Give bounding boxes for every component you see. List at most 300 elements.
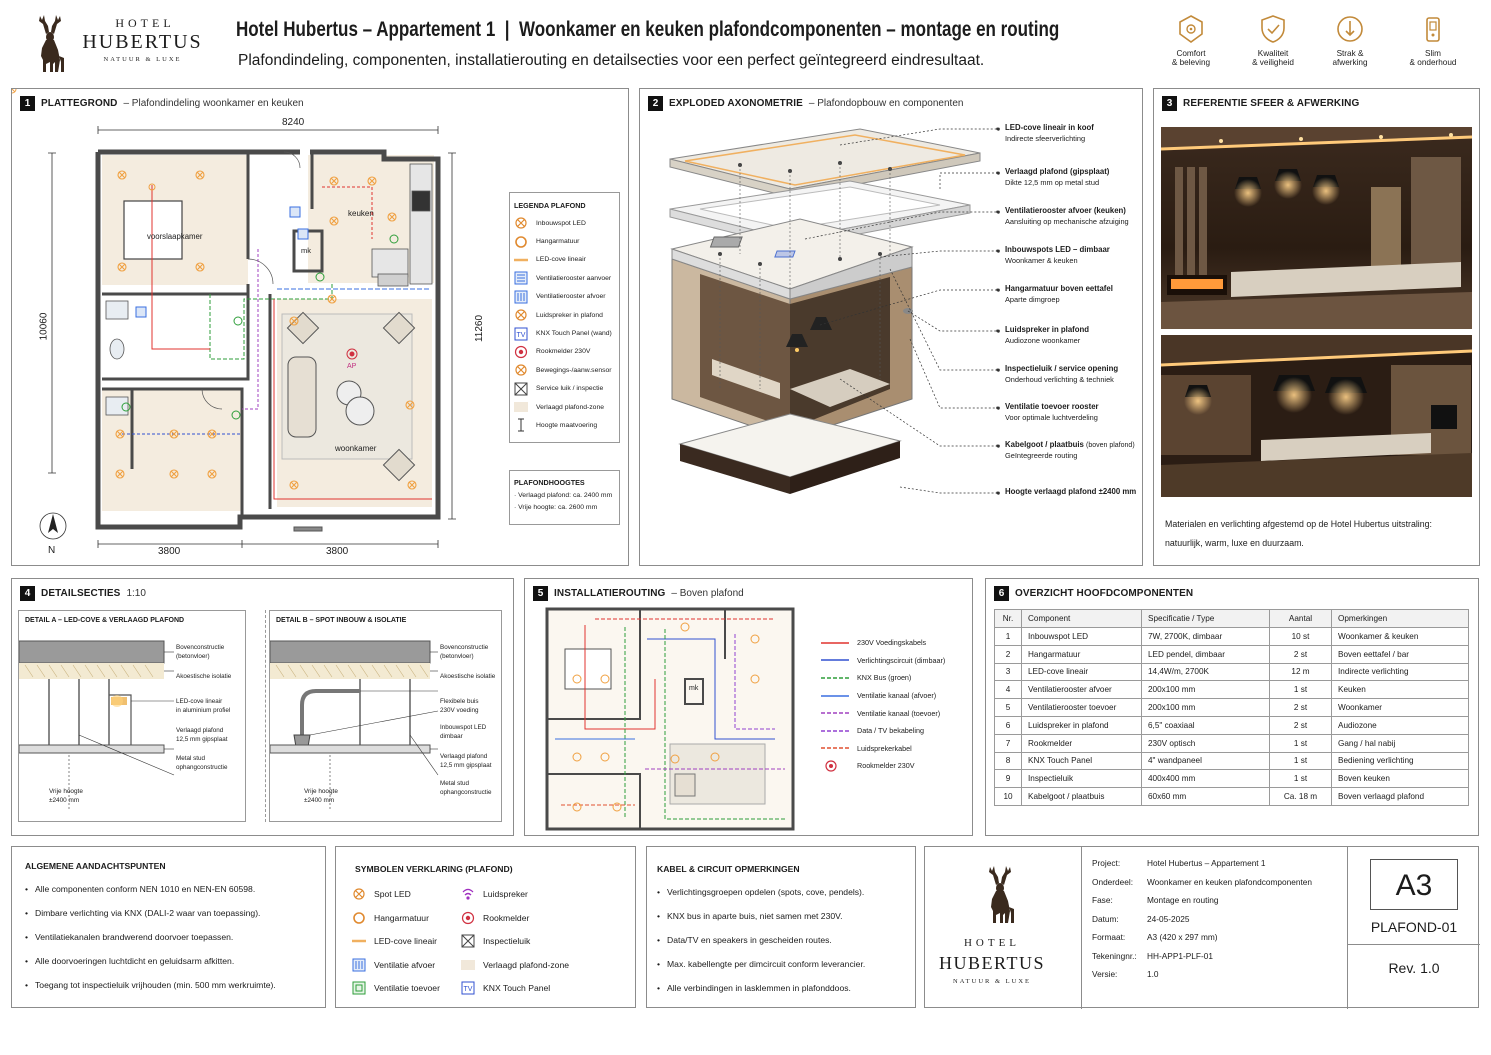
table-cell: Boven verlaagd plafond bbox=[1332, 788, 1469, 806]
table-cell: Ca. 18 m bbox=[1270, 788, 1332, 806]
finish-icon bbox=[1336, 14, 1364, 44]
detail-label-line: Akoestische isolatie bbox=[440, 673, 496, 680]
components-table bbox=[994, 609, 1469, 806]
symbol-item bbox=[461, 887, 528, 901]
table-cell: LED pendel, dimbaar bbox=[1142, 645, 1270, 663]
table-row bbox=[995, 663, 1469, 681]
legend-label: Rookmelder 230V bbox=[536, 348, 591, 356]
line-swatch bbox=[821, 725, 849, 737]
dim-right: 11260 bbox=[474, 314, 486, 343]
field-key: Tekeningnr.: bbox=[1092, 950, 1137, 961]
table-cell: 6,5" coaxiaal bbox=[1142, 716, 1270, 734]
line-swatch bbox=[821, 654, 849, 666]
line-swatch bbox=[821, 637, 849, 649]
panel-header bbox=[994, 586, 1193, 601]
legend-item bbox=[514, 269, 615, 287]
panel-subtitle: – Plafondopbouw en componenten bbox=[808, 98, 964, 109]
header bbox=[0, 0, 1491, 86]
symbol-label: LED-cove lineair bbox=[374, 936, 438, 946]
brand-name: HUBERTUS bbox=[82, 31, 203, 53]
callout-title bbox=[1005, 440, 1143, 449]
detail-label bbox=[176, 726, 227, 744]
table-cell: Ventilatierooster afvoer bbox=[1022, 681, 1142, 699]
panel-components bbox=[985, 578, 1479, 836]
legend-label: Service luik / inspectie bbox=[536, 385, 604, 393]
brand-top: HOTEL bbox=[115, 16, 175, 30]
legend-label: Hangarmatuur bbox=[536, 238, 580, 246]
legend-item bbox=[514, 214, 615, 232]
maintenance-icon bbox=[1419, 14, 1447, 44]
callout-title-note: (boven plafond) bbox=[1086, 442, 1135, 449]
list-item: • KNX bus in aparte buis, niet samen met 230V. bbox=[657, 911, 865, 921]
led-cove-icon bbox=[352, 934, 366, 948]
symbol-label: Ventilatie toevoer bbox=[374, 983, 440, 993]
list-item: • Toegang tot inspectieluik vrijhouden (min. 500 mm werkruimte). bbox=[25, 980, 276, 990]
panel-subtitle: – Plafondindeling woonkamer en keuken bbox=[123, 98, 304, 109]
callout-subtitle: Voor optimale luchtverdeling bbox=[1005, 413, 1098, 422]
table-cell: 6 bbox=[995, 716, 1022, 734]
table-cell: 200x100 mm bbox=[1142, 681, 1270, 699]
callout-title bbox=[1005, 325, 1143, 334]
header-icon-line2: & onderhoud bbox=[1409, 58, 1457, 67]
field-value: Hotel Hubertus – Appartement 1 bbox=[1147, 858, 1266, 868]
legend-item bbox=[514, 398, 615, 416]
leader-dot bbox=[997, 289, 1000, 292]
table-cell: 1 st bbox=[1270, 752, 1332, 770]
vent-grille bbox=[710, 237, 742, 247]
leader-dot bbox=[997, 369, 1000, 372]
legend-label: Luidspreker in plafond bbox=[536, 311, 603, 319]
callout bbox=[1005, 123, 1143, 143]
routing-legend-label: Luidsprekerkabel bbox=[857, 743, 912, 753]
table-cell: Hangarmatuur bbox=[1022, 645, 1142, 663]
table-cell: 1 st bbox=[1270, 681, 1332, 699]
field-value: Montage en routing bbox=[1147, 895, 1219, 905]
line-swatch bbox=[821, 742, 849, 754]
symbol-label: Spot LED bbox=[374, 889, 411, 899]
table-cell: Inspectieluik bbox=[1022, 770, 1142, 788]
dim-bottom-right: 3800 bbox=[326, 546, 349, 557]
leader-line bbox=[940, 173, 998, 189]
detail-label-line: in aluminium profiel bbox=[176, 707, 231, 714]
detail-a bbox=[18, 610, 246, 822]
table-row bbox=[995, 645, 1469, 663]
table-cell: Gang / hal nabij bbox=[1332, 734, 1469, 752]
lowered-zone-icon bbox=[461, 958, 475, 972]
callout-title-text: Inspectieluik / service opening bbox=[1005, 364, 1119, 373]
heights-box bbox=[509, 470, 620, 525]
heights-title: PLAFONDHOOGTES bbox=[514, 478, 585, 487]
table-cell: Woonkamer & keuken bbox=[1332, 628, 1469, 646]
leader-dot bbox=[997, 211, 1000, 214]
panel-title: DETAILSECTIES bbox=[41, 588, 121, 599]
detail-label-line: (betonvloer) bbox=[440, 653, 474, 660]
legend-item bbox=[514, 251, 615, 269]
room-label-mk: mk bbox=[301, 246, 311, 255]
room-label-living: woonkamer bbox=[335, 444, 377, 453]
table-cell: 1 st bbox=[1270, 734, 1332, 752]
field-key: Datum: bbox=[1092, 913, 1119, 924]
routing-legend-label: KNX Bus (groen) bbox=[857, 673, 912, 683]
panel-symbols bbox=[335, 846, 636, 1008]
symbol-label: KNX Touch Panel bbox=[483, 983, 551, 993]
revision: Rev. 1.0 bbox=[1388, 960, 1440, 976]
header-icon-maintenance bbox=[1404, 14, 1462, 67]
brand-tagline: NATUUR & LUXE bbox=[103, 56, 182, 63]
panel-details bbox=[11, 578, 514, 836]
routing-legend-item bbox=[821, 757, 945, 775]
detail-label-line: Akoestische isolatie bbox=[176, 673, 232, 680]
panel-subtitle: – Boven plafond bbox=[671, 588, 744, 599]
smoke-detector-icon bbox=[461, 911, 475, 925]
table-cell: Rookmelder bbox=[1022, 734, 1142, 752]
north-arrow-icon bbox=[38, 511, 68, 543]
table-row bbox=[995, 628, 1469, 646]
list-item: • Data/TV en speakers in gescheiden routes. bbox=[657, 935, 865, 945]
table-cell: 5 bbox=[995, 699, 1022, 717]
routing-legend-item bbox=[821, 687, 945, 705]
title-block-right bbox=[1347, 847, 1479, 1009]
detail-label-line: 230V voeding bbox=[440, 707, 479, 714]
symbol-item bbox=[352, 981, 440, 995]
north-label: N bbox=[48, 545, 56, 556]
symbol-item bbox=[352, 934, 437, 948]
table-row bbox=[995, 716, 1469, 734]
vent-exhaust-icon bbox=[352, 958, 366, 972]
callout bbox=[1005, 167, 1143, 187]
table-cell: Audiozone bbox=[1332, 716, 1469, 734]
detail-label-line: Metal stud bbox=[176, 755, 206, 762]
height-line: · Vrije hoogte: ca. 2600 mm bbox=[514, 504, 598, 511]
table-cell: 4" wandpaneel bbox=[1142, 752, 1270, 770]
svg-text:TV: TV bbox=[516, 331, 526, 339]
callout-title-text: Hoogte verlaagd plafond ±2400 mm bbox=[1005, 487, 1137, 496]
field-value: A3 (420 x 297 mm) bbox=[1147, 932, 1218, 942]
panel-number: 1 bbox=[20, 96, 35, 111]
speaker-icon bbox=[461, 887, 475, 901]
routing-legend-label: 230V Voedingskabels bbox=[857, 638, 927, 648]
detail-b-free-height bbox=[304, 787, 338, 805]
brand-name: HUBERTUS bbox=[939, 953, 1045, 973]
detail-label bbox=[440, 643, 488, 661]
reference-photo-dining bbox=[1161, 335, 1472, 497]
callout-title bbox=[1005, 245, 1143, 254]
room-label-bedroom: voorslaapkamer bbox=[147, 232, 203, 241]
reference-caption-1: Materialen en verlichting afgestemd op de Hotel Hubertus uitstraling: bbox=[1165, 519, 1432, 529]
table-cell: 200x100 mm bbox=[1142, 699, 1270, 717]
table-cell: Bediening verlichting bbox=[1332, 752, 1469, 770]
detail-label bbox=[176, 697, 230, 715]
routing-legend-label: Data / TV bekabeling bbox=[857, 726, 924, 736]
vent-supply-icon bbox=[514, 271, 528, 285]
legend-label: Ventilatierooster afvoer bbox=[536, 293, 606, 301]
room-label-kitchen: keuken bbox=[348, 209, 374, 218]
divider bbox=[1348, 944, 1480, 945]
legend-item bbox=[514, 232, 615, 250]
service-hatch-icon bbox=[461, 934, 475, 948]
routing-legend-item bbox=[821, 669, 945, 687]
room-label-ap: AP bbox=[347, 363, 357, 370]
table-cell: 12 m bbox=[1270, 663, 1332, 681]
smoke-detector-icon bbox=[821, 760, 849, 772]
led-cove-icon bbox=[514, 253, 528, 267]
symbol-label: Verlaagd plafond-zone bbox=[483, 959, 570, 970]
callout bbox=[1005, 245, 1143, 265]
callout-title-text: Luidspreker in plafond bbox=[1005, 325, 1090, 334]
callout-title bbox=[1005, 123, 1143, 132]
free-height-line: Vrije hoogte bbox=[304, 788, 338, 795]
header-icon-line1: Slim bbox=[1425, 49, 1441, 58]
list-item: • Alle verbindingen in lasklemmen in plafonddoos. bbox=[657, 983, 865, 993]
panel-title: PLATTEGROND bbox=[41, 98, 118, 109]
leader-dot bbox=[997, 250, 1000, 253]
field-key: Project: bbox=[1092, 858, 1121, 868]
col-header: Nr. bbox=[995, 610, 1022, 628]
callout-title bbox=[1005, 487, 1143, 496]
leader-dot bbox=[997, 445, 1000, 448]
field-key: Formaat: bbox=[1092, 932, 1126, 942]
table-cell: Keuken bbox=[1332, 681, 1469, 699]
callout-title-text: LED-cove lineair in koof bbox=[1005, 123, 1094, 132]
list-item: • Verlichtingsgroepen opdelen (spots, cove, pendels). bbox=[657, 887, 865, 897]
panel-number: 2 bbox=[648, 96, 663, 111]
routing-legend-label: Verlichtingscircuit (dimbaar) bbox=[857, 655, 946, 665]
dim-left: 10060 bbox=[38, 312, 50, 341]
detail-label bbox=[440, 723, 486, 741]
callout-title bbox=[1005, 402, 1143, 411]
callout-title-text: Inbouwspots LED – dimbaar bbox=[1005, 245, 1110, 254]
table-cell: Luidspreker in plafond bbox=[1022, 716, 1142, 734]
list-item: • Alle componenten conform NEN 1010 en NEN-EN 60598. bbox=[25, 884, 276, 894]
detail-label-line: ophangconstructie bbox=[176, 764, 228, 771]
table-cell: 2 st bbox=[1270, 699, 1332, 717]
detail-label-line: dimbaar bbox=[440, 733, 463, 740]
panel-subtitle: 1:10 bbox=[126, 588, 146, 599]
callout-title bbox=[1005, 364, 1143, 373]
height-line: · Verlaagd plafond: ca. 2400 mm bbox=[514, 492, 613, 499]
callout-subtitle: Aparte dimgroep bbox=[1005, 295, 1060, 304]
vent-supply-icon bbox=[352, 981, 366, 995]
table-cell: 9 bbox=[995, 770, 1022, 788]
table-cell: 230V optisch bbox=[1142, 734, 1270, 752]
panel-title: INSTALLATIEROUTING bbox=[554, 588, 666, 599]
routing-mk-label: mk bbox=[689, 685, 699, 692]
list-item: • Ventilatiekanalen brandwerend doorvoer toepassen. bbox=[25, 932, 276, 942]
panel-number: 5 bbox=[533, 586, 548, 601]
cable-title: KABEL & CIRCUIT OPMERKINGEN bbox=[657, 864, 800, 874]
leader-dot bbox=[997, 172, 1000, 175]
table-row bbox=[995, 770, 1469, 788]
leader-line bbox=[908, 311, 998, 331]
leader-dot bbox=[997, 128, 1000, 131]
legend-item bbox=[514, 380, 615, 398]
table-row bbox=[995, 681, 1469, 699]
callout-title-text: Ventilatie toevoer rooster bbox=[1005, 402, 1099, 411]
line-swatch bbox=[821, 707, 849, 719]
spot-led-marks bbox=[12, 89, 16, 93]
table-cell: KNX Touch Panel bbox=[1022, 752, 1142, 770]
dim-top: 8240 bbox=[282, 117, 305, 128]
free-height-line: Vrije hoogte bbox=[49, 788, 83, 795]
callout-title-text: Hangarmatuur boven eettafel bbox=[1005, 284, 1113, 293]
symbol-label: Ventilatie afvoer bbox=[374, 959, 436, 970]
table-cell: 2 bbox=[995, 645, 1022, 663]
callout-title bbox=[1005, 206, 1143, 215]
field-value: 1.0 bbox=[1147, 969, 1159, 979]
format-box bbox=[1370, 859, 1458, 910]
detail-label-line: ophangconstructie bbox=[440, 789, 492, 796]
general-list bbox=[25, 884, 276, 1004]
bed bbox=[124, 201, 182, 259]
stag-logo-icon bbox=[26, 12, 74, 76]
routing-legend-item bbox=[821, 722, 945, 740]
callout bbox=[1005, 325, 1143, 345]
legend-item bbox=[514, 343, 615, 361]
routing-legend-item bbox=[821, 704, 945, 722]
leader-dot bbox=[997, 492, 1000, 495]
general-title: ALGEMENE AANDACHTSPUNTEN bbox=[25, 861, 166, 871]
stag-logo-icon bbox=[976, 863, 1024, 927]
routing-legend-label: Ventilatie kanaal (toevoer) bbox=[857, 708, 941, 718]
detail-label-line: 12,5 mm gipsplaat bbox=[440, 762, 492, 769]
knx-panel-icon bbox=[514, 327, 528, 341]
header-icon-line1: Comfort bbox=[1176, 49, 1206, 58]
legend-title: LEGENDA PLAFOND bbox=[514, 201, 586, 210]
table-row bbox=[995, 699, 1469, 717]
detail-label-line: Metal stud bbox=[440, 780, 470, 787]
panel-title: OVERZICHT HOOFDCOMPONENTEN bbox=[1015, 588, 1194, 599]
symbol-label: Inspectieluik bbox=[483, 936, 531, 946]
spot-led-icon bbox=[352, 887, 366, 901]
table-cell: Kabelgoot / plaatbuis bbox=[1022, 788, 1142, 806]
col-header: Component bbox=[1022, 610, 1142, 628]
detail-label bbox=[440, 672, 495, 681]
line-swatch bbox=[821, 690, 849, 702]
table-body bbox=[995, 628, 1469, 806]
detail-label-line: Bovenconstructie bbox=[176, 644, 225, 651]
table-cell: 7 bbox=[995, 734, 1022, 752]
bathroom-fixtures bbox=[106, 301, 128, 415]
callout bbox=[1005, 402, 1143, 422]
table-cell: 10 bbox=[995, 788, 1022, 806]
table-cell: 1 st bbox=[1270, 770, 1332, 788]
brand-top: HOTEL bbox=[963, 937, 1021, 949]
callout-subtitle: Aansluiting op mechanische afzuiging bbox=[1005, 217, 1129, 226]
detail-a-free-height bbox=[49, 787, 83, 805]
panel-exploded bbox=[639, 88, 1143, 566]
table-cell: 7W, 2700K, dimbaar bbox=[1142, 628, 1270, 646]
service-hatch-icon bbox=[514, 382, 528, 396]
height-marker-icon bbox=[514, 418, 528, 432]
table-cell: 1 bbox=[995, 628, 1022, 646]
brand-tagline: NATUUR & LUXE bbox=[953, 978, 1031, 985]
table-cell: Ventilatierooster toevoer bbox=[1022, 699, 1142, 717]
header-icon-finish bbox=[1321, 14, 1379, 67]
routing-legend-label: Ventilatie kanaal (afvoer) bbox=[857, 691, 937, 701]
page-title: Hotel Hubertus – Appartement 1 | Woonkamer en keuken plafondcomponenten – montage en routing bbox=[236, 18, 1060, 41]
routing-legend bbox=[821, 634, 945, 775]
header-icon-line1: Kwaliteit bbox=[1257, 49, 1289, 58]
detail-label bbox=[440, 697, 479, 715]
header-icon-line2: & beleving bbox=[1171, 58, 1211, 67]
legend-label: Hoogte maatvoering bbox=[536, 421, 598, 429]
dim-bottom-left: 3800 bbox=[158, 546, 181, 557]
leader-dot bbox=[997, 407, 1000, 410]
panel-floorplan bbox=[11, 88, 629, 566]
callout bbox=[1005, 284, 1143, 304]
header-icon-quality bbox=[1244, 14, 1302, 67]
cable-list bbox=[657, 887, 865, 1007]
detail-label bbox=[440, 779, 491, 797]
callout bbox=[1005, 440, 1143, 460]
legend-label: Ventilatierooster aanvoer bbox=[536, 274, 612, 282]
detail-divider bbox=[265, 610, 266, 822]
field-key: Onderdeel: bbox=[1092, 876, 1134, 887]
routing-legend-item bbox=[821, 652, 945, 670]
legend-list bbox=[514, 214, 615, 435]
free-height-line: ±2400 mm bbox=[49, 797, 80, 804]
title-block bbox=[924, 846, 1479, 1008]
panel-title: EXPLODED AXONOMETRIE bbox=[669, 98, 803, 109]
header-icon-line2: & veiligheid bbox=[1252, 58, 1294, 67]
pendant-icon bbox=[514, 235, 528, 249]
leader-line bbox=[910, 339, 998, 408]
detail-label-line: Flexibele buis bbox=[440, 698, 479, 705]
field-key: Versie: bbox=[1092, 969, 1118, 979]
table-header-row bbox=[995, 610, 1469, 628]
table-row bbox=[995, 752, 1469, 770]
detail-b-title: DETAIL B – SPOT INBOUW & ISOLATIE bbox=[276, 617, 407, 624]
legend-item bbox=[514, 361, 615, 379]
sheet-number: PLAFOND-01 bbox=[1370, 919, 1458, 935]
list-item: • Max. kabellengte per dimcircuit conform leverancier. bbox=[657, 959, 865, 969]
detail-a-title: DETAIL A – LED-COVE & VERLAAGD PLAFOND bbox=[25, 617, 185, 624]
panel-number: 6 bbox=[994, 586, 1009, 601]
free-height-line: ±2400 mm bbox=[304, 797, 335, 804]
legend-item bbox=[514, 306, 615, 324]
table-cell: Inbouwspot LED bbox=[1022, 628, 1142, 646]
detail-label bbox=[176, 643, 224, 661]
table-cell: Indirecte verlichting bbox=[1332, 663, 1469, 681]
callout-title-text: Verlaagd plafond (gipsplaat) bbox=[1005, 167, 1110, 176]
format-label: A3 bbox=[1395, 869, 1433, 902]
panel-general-notes bbox=[11, 846, 326, 1008]
detail-label-line: LED-cove lineair bbox=[176, 698, 223, 705]
callout-title bbox=[1005, 284, 1143, 293]
symbol-label: Rookmelder bbox=[483, 912, 530, 923]
panel-header bbox=[1162, 96, 1359, 111]
spot-led-icon bbox=[514, 216, 528, 230]
detail-label-line: Bovenconstructie bbox=[440, 644, 489, 651]
speaker-icon bbox=[514, 308, 528, 322]
lowered-zone-icon bbox=[514, 400, 528, 414]
routing-legend-item bbox=[821, 634, 945, 652]
header-icon-comfort bbox=[1162, 14, 1220, 67]
panel-title: REFERENTIE SFEER & AFWERKING bbox=[1183, 98, 1360, 109]
detail-label-line: Verlaagd plafond bbox=[440, 753, 488, 760]
table-cell: 400x400 mm bbox=[1142, 770, 1270, 788]
callout-subtitle: Geïntegreerde routing bbox=[1005, 451, 1078, 460]
legend-label: Verlaagd plafond-zone bbox=[536, 403, 605, 411]
detail-label bbox=[440, 752, 491, 770]
routing-legend-label: Rookmelder 230V bbox=[857, 761, 915, 771]
table-cell: 10 st bbox=[1270, 628, 1332, 646]
motion-sensor-icon bbox=[514, 363, 528, 377]
symbol-label: Hangarmatuur bbox=[374, 912, 429, 923]
symbol-item bbox=[461, 958, 569, 972]
table-row bbox=[995, 734, 1469, 752]
detail-label-line: (betonvloer) bbox=[176, 653, 210, 660]
